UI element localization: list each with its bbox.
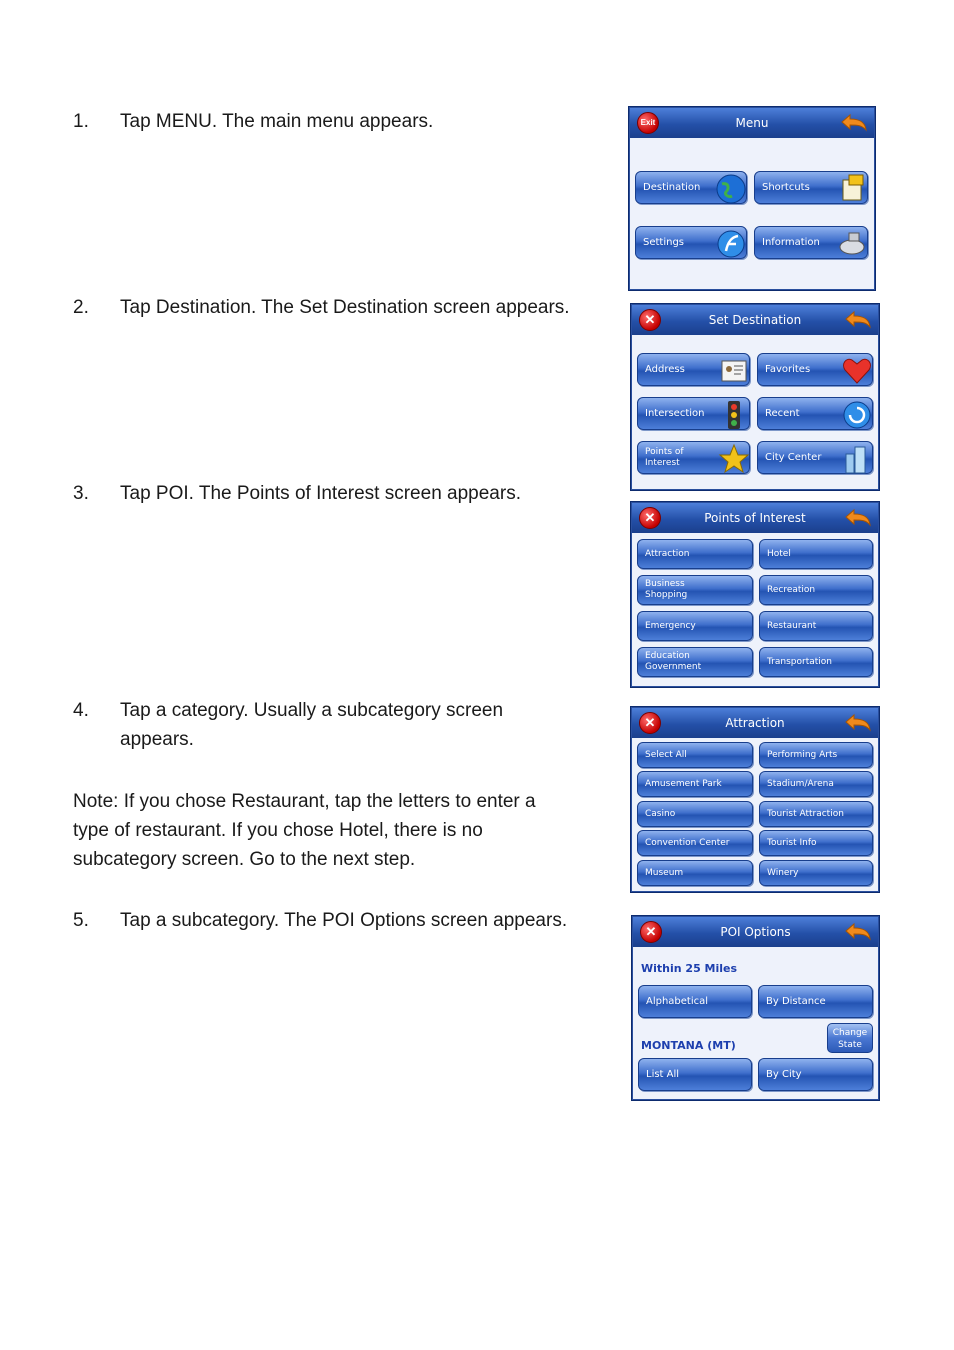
- button-label: Favorites: [765, 364, 811, 375]
- step-number: 1.: [73, 111, 89, 132]
- button-label: Information: [762, 237, 820, 248]
- button-label: Tourist Info: [767, 838, 817, 848]
- alphabetical-button[interactable]: [638, 985, 752, 1018]
- poi-options-screen: [632, 916, 879, 1100]
- address-button[interactable]: [637, 353, 750, 386]
- button-label: Emergency: [645, 621, 696, 631]
- button-label: Destination: [643, 182, 701, 193]
- winery-button[interactable]: [759, 860, 873, 886]
- button-label: Points of Interest: [645, 447, 684, 468]
- points-of-interest-screen: [631, 502, 879, 687]
- step-text: Tap Destination. The Set Destination screen appears.: [120, 297, 570, 318]
- button-label: Shortcuts: [762, 182, 810, 193]
- button-label: By City: [766, 1069, 802, 1080]
- tourist-info-button[interactable]: [759, 830, 873, 856]
- button-label: Alphabetical: [646, 996, 709, 1007]
- button-label: Transportation: [767, 657, 832, 667]
- button-label: Education Government: [645, 651, 702, 672]
- button-label: Casino: [645, 809, 676, 819]
- heart-icon: [840, 354, 874, 388]
- change-state-button[interactable]: Change State: [827, 1023, 873, 1053]
- transportation-button[interactable]: [759, 647, 873, 677]
- select-all-button[interactable]: [637, 742, 753, 768]
- education-government-button[interactable]: [637, 647, 753, 677]
- button-label: Convention Center: [645, 838, 730, 848]
- restaurant-button[interactable]: [759, 611, 873, 641]
- satellite-icon: [835, 227, 869, 261]
- business-shopping-button[interactable]: [637, 575, 753, 605]
- refresh-icon: [840, 398, 874, 432]
- button-label: Select All: [645, 750, 687, 760]
- set-destination-title: Set Destination: [632, 305, 878, 335]
- button-label: Settings: [643, 237, 685, 248]
- contact-card-icon: [717, 354, 751, 388]
- exit-icon[interactable]: ✕: [639, 507, 661, 529]
- button-label: Amusement Park: [645, 779, 722, 789]
- button-label: Restaurant: [767, 621, 817, 631]
- note: [73, 787, 593, 874]
- button-label: Recent: [765, 408, 800, 419]
- step-number: 5.: [73, 910, 89, 931]
- by-distance-button[interactable]: [758, 985, 873, 1018]
- step-text: Tap MENU. The main menu appears.: [120, 111, 434, 132]
- destination-button[interactable]: [635, 171, 747, 204]
- button-label: Intersection: [645, 408, 705, 419]
- button-label: Winery: [767, 868, 799, 878]
- button-label: Tourist Attraction: [767, 809, 844, 819]
- attraction-screen: [631, 707, 879, 892]
- box-icon: [835, 172, 869, 206]
- button-label: Business Shopping: [645, 579, 688, 600]
- back-arrow-icon[interactable]: [844, 508, 872, 528]
- note-line: subcategory screen. Go to the next step.: [73, 849, 416, 870]
- button-label: Attraction: [645, 549, 690, 559]
- button-label: Address: [645, 364, 685, 375]
- attraction-title: Attraction: [632, 708, 878, 738]
- poi-options-title: POI Options: [633, 917, 878, 947]
- step-number: 3.: [73, 483, 89, 504]
- menu-screen: [629, 107, 875, 290]
- step-text: Tap POI. The Points of Interest screen appears.: [120, 483, 521, 504]
- back-arrow-icon[interactable]: [844, 713, 872, 733]
- step-text: Tap a category. Usually a subcategory screen: [120, 700, 504, 721]
- settings-button[interactable]: [635, 226, 747, 259]
- shortcuts-button[interactable]: [754, 171, 868, 204]
- casino-button[interactable]: [637, 801, 753, 827]
- exit-icon[interactable]: Exit: [637, 112, 659, 134]
- button-label: Stadium/Arena: [767, 779, 834, 789]
- tourist-attraction-button[interactable]: [759, 801, 873, 827]
- points-of-interest-button[interactable]: [637, 441, 750, 474]
- button-label: City Center: [765, 452, 822, 463]
- back-arrow-icon[interactable]: [840, 113, 868, 133]
- amusement-park-button[interactable]: [637, 771, 753, 797]
- step-text: Tap a subcategory. The POI Options screen appears.: [120, 910, 568, 931]
- exit-icon[interactable]: ✕: [639, 309, 661, 331]
- button-label: Performing Arts: [767, 750, 838, 760]
- exit-icon[interactable]: ✕: [639, 712, 661, 734]
- note-line: type of restaurant. If you chose Hotel, there is no: [73, 820, 483, 841]
- star-icon: [717, 442, 751, 476]
- step-number: 4.: [73, 700, 89, 721]
- settings-icon: [714, 227, 748, 261]
- recreation-button[interactable]: [759, 575, 873, 605]
- button-label: Museum: [645, 868, 684, 878]
- exit-icon[interactable]: ✕: [640, 921, 662, 943]
- menu-title: Menu: [630, 108, 874, 138]
- globe-icon: [714, 172, 748, 206]
- search-radius-label: Within 25 Miles: [641, 962, 738, 975]
- button-label: By Distance: [766, 996, 826, 1007]
- convention-center-button[interactable]: [637, 830, 753, 856]
- set-destination-screen: [631, 304, 879, 490]
- traffic-light-icon: [717, 398, 751, 432]
- button-label: Recreation: [767, 585, 816, 595]
- information-button[interactable]: [754, 226, 868, 259]
- city-center-button[interactable]: [757, 441, 873, 474]
- state-label: MONTANA (MT): [641, 1039, 736, 1052]
- points-of-interest-title: Points of Interest: [632, 503, 878, 533]
- back-arrow-icon[interactable]: [844, 922, 872, 942]
- stadium-arena-button[interactable]: [759, 771, 873, 797]
- step-text-continued: appears.: [120, 729, 194, 750]
- button-label: List All: [646, 1069, 680, 1080]
- by-city-button[interactable]: [758, 1058, 873, 1091]
- emergency-button[interactable]: [637, 611, 753, 641]
- recent-button[interactable]: [757, 397, 873, 430]
- list-all-button[interactable]: [638, 1058, 752, 1091]
- hotel-button[interactable]: [759, 539, 873, 569]
- attraction-button[interactable]: [637, 539, 753, 569]
- back-arrow-icon[interactable]: [844, 310, 872, 330]
- step-number: 2.: [73, 297, 89, 318]
- favorites-button[interactable]: [757, 353, 873, 386]
- button-label: Hotel: [767, 549, 791, 559]
- intersection-button[interactable]: [637, 397, 750, 430]
- city-icon: [840, 442, 874, 476]
- performing-arts-button[interactable]: [759, 742, 873, 768]
- note-line: Note: If you chose Restaurant, tap the letters to enter a: [73, 791, 536, 812]
- museum-button[interactable]: [637, 860, 753, 886]
